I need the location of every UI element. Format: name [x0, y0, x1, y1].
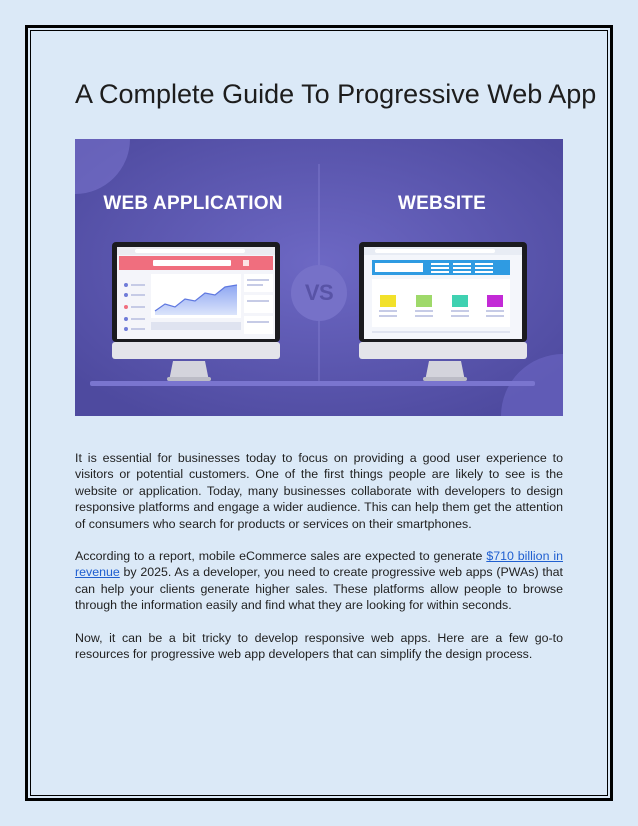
hero-illustration — [75, 139, 563, 416]
paragraph-2 — [75, 548, 563, 614]
vs-label: VS — [304, 280, 334, 305]
website-label: WEBSITE — [398, 193, 486, 214]
paragraph-2-lead: According to a report, mobile eCommerce sales are expected to generate — [75, 549, 487, 564]
document-title: A Complete Guide To Progressive Web App — [75, 79, 597, 109]
paragraph-1: It is essential for businesses today to focus on providing a good user experience to visitors or potential customers. One of the first things people are likely to see is the website or application. Today, many businesses collaborate with developers to design responsive platforms and engage a wider audience. This can help them get the attention of consumers who search for products or services on their smartphones. — [75, 451, 563, 531]
web-application-label: WEB APPLICATION — [103, 193, 283, 214]
revenue-link[interactable]: $710 billion in revenue — [75, 549, 563, 580]
hero-artwork — [75, 139, 563, 416]
article-body — [75, 450, 563, 678]
paragraph-3: Now, it can be a bit tricky to develop responsive web apps. Here are a few go-to resources for progressive web app developers that can simplify the design process. — [75, 630, 563, 662]
desk-shelf — [90, 381, 535, 386]
paragraph-2-rest: by 2025. As a developer, you need to create progressive web apps (PWAs) that can help your clients generate higher sales. These platforms allow people to browse through the information easily and find what they are looking for within seconds. — [75, 565, 563, 613]
